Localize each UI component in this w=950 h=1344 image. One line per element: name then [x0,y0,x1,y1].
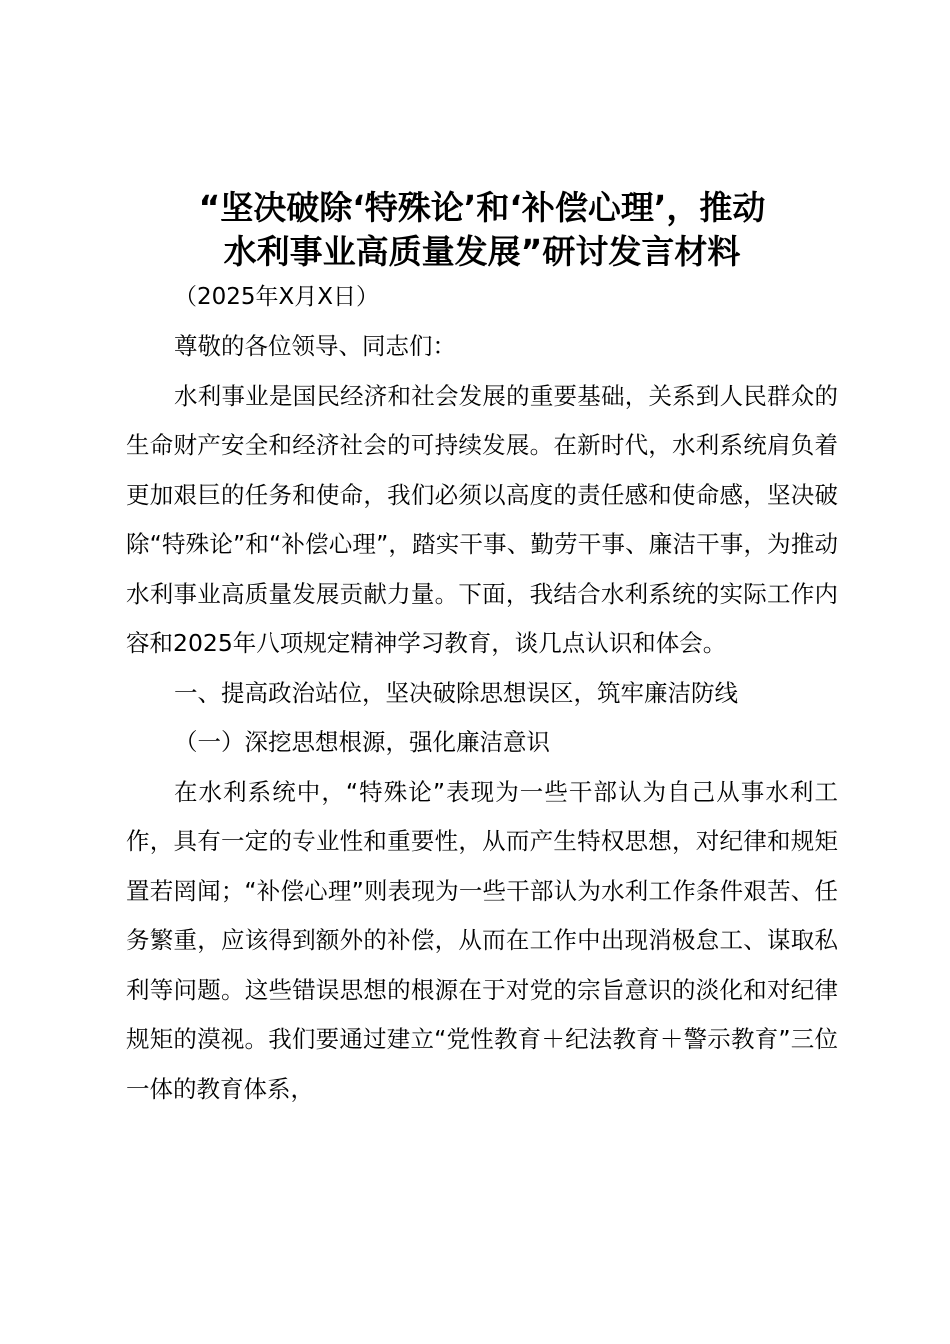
paragraph-body: 在水利系统中，“特殊论”表现为一些干部认为自己从事水利工作，具有一定的专业性和重要性，从而产生特权思想，对纪律和规矩置若罔闻；“补偿心理”则表现为一些干部认为水利工作条件艰苦、任务繁重，应该得到额外的补偿，从而在工作中出现消极怠工、谋取私利等问题。这些错误思想的根源在于对党的宗旨意识的淡化和对纪律规矩的漠视。我们要通过建立“党性教育＋纪法教育＋警示教育”三位一体的教育体系， [126,777,838,1103]
document-title [126,186,838,274]
subsection-heading-1-1: （一）深挖思想根源，强化廉洁意识 [174,728,550,756]
document-date: （2025年X月X日） [174,284,380,310]
title-line-2: 水利事业高质量发展”研讨发言材料 [223,232,741,271]
salutation: 尊敬的各位领导、同志们： [174,332,456,360]
paragraph-intro: 水利事业是国民经济和社会发展的重要基础，关系到人民群众的生命财产安全和经济社会的可持续发展。在新时代，水利系统肩负着更加艰巨的任务和使命，我们必须以高度的责任感和使命感，坚决破除“特殊论”和“补偿心理”，踏实干事、勤劳干事、廉洁干事，为推动水利事业高质量发展贡献力量。下面，我结合水利系统的实际工作内容和2025年八项规定精神学习教育，谈几点认识和体会。 [126,381,838,657]
title-line-1: “坚决破除‘特殊论’和‘补偿心理’，推动 [198,188,766,227]
section-heading-1: 一、提高政治站位，坚决破除思想误区，筑牢廉洁防线 [174,678,738,707]
document-page [126,186,838,1114]
